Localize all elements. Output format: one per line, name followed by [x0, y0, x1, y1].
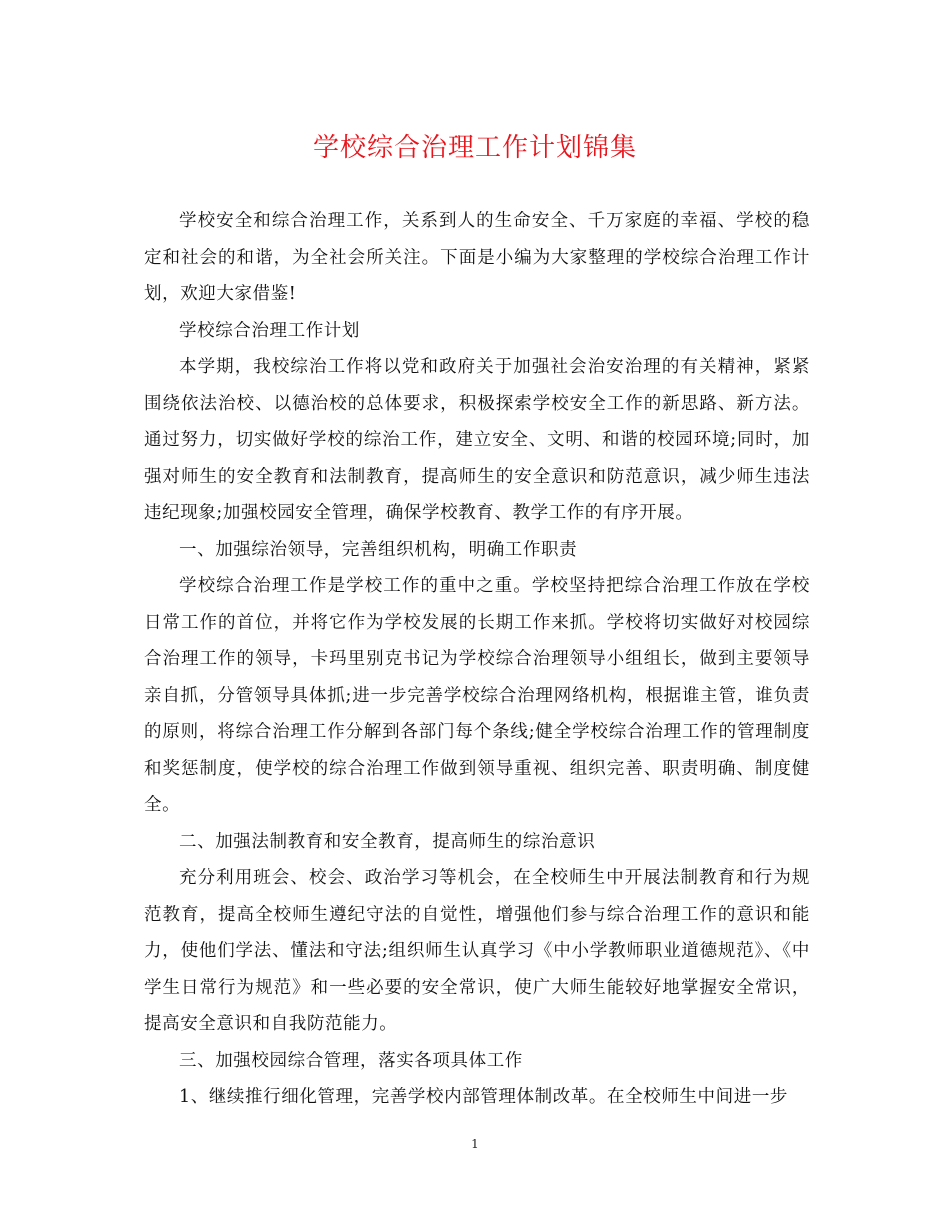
document-title: 学校综合治理工作计划锦集 [312, 133, 637, 163]
page-number: 1 [471, 1137, 479, 1151]
section-2-paragraph: 充分利用班会、校会、政治学习等机会，在全校师生中开展法制教育和行为规范教育，提高全校师生遵纪守法的自觉性，增强他们参与综合治理工作的意识和能力，使他们学法、懂法和守法;组织师生认真学习《中小学教师职业道德规范》、《中学生日常行为规范》和一些必要的安全常识，使广大师生能较好地掌握安全常识，提高安全意识和自我防范能力。 [144, 868, 810, 1034]
intro-paragraph: 学校安全和综合治理工作，关系到人的生命安全、千万家庭的幸福、学校的稳定和社会的和谐，为全社会所关注。下面是小编为大家整理的学校综合治理工作计划，欢迎大家借鉴! [144, 211, 810, 304]
section-heading-1: 一、加强综治领导，完善组织机构，明确工作职责 [179, 539, 578, 560]
section-heading-2: 二、加强法制教育和安全教育，提高师生的综治意识 [179, 831, 596, 852]
overview-paragraph: 本学期，我校综治工作将以党和政府关于加强社会治安治理的有关精神，紧紧围绕依法治校、以德治校的总体要求，积极探索学校安全工作的新思路、新方法。通过努力，切实做好学校的综治工作，建立安全、文明、和谐的校园环境;同时，加强对师生的安全教育和法制教育，提高师生的安全意识和防范意识，减少师生违法违纪现象;加强校园安全管理，确保学校教育、教学工作的有序开展。 [144, 357, 810, 523]
subheading-plan: 学校综合治理工作计划 [179, 320, 360, 341]
section-heading-3: 三、加强校园综合管理，落实各项具体工作 [179, 1050, 523, 1071]
document-body [144, 203, 810, 1116]
section-1-paragraph: 学校综合治理工作是学校工作的重中之重。学校坚持把综合治理工作放在学校日常工作的首位，并将它作为学校发展的长期工作来抓。学校将切实做好对校园综合治理工作的领导，卡玛里别克书记为学校综合治理领导小组组长，做到主要领导亲自抓，分管领导具体抓;进一步完善学校综合治理网络机构，根据谁主管，谁负责的原则，将综合治理工作分解到各部门每个条线;健全学校综合治理工作的管理制度和奖惩制度，使学校的综合治理工作做到领导重视、组织完善、职责明确、制度健全。 [144, 576, 810, 815]
section-3-item-1: 1、继续推行细化管理，完善学校内部管理体制改革。在全校师生中间进一步 [179, 1087, 789, 1107]
